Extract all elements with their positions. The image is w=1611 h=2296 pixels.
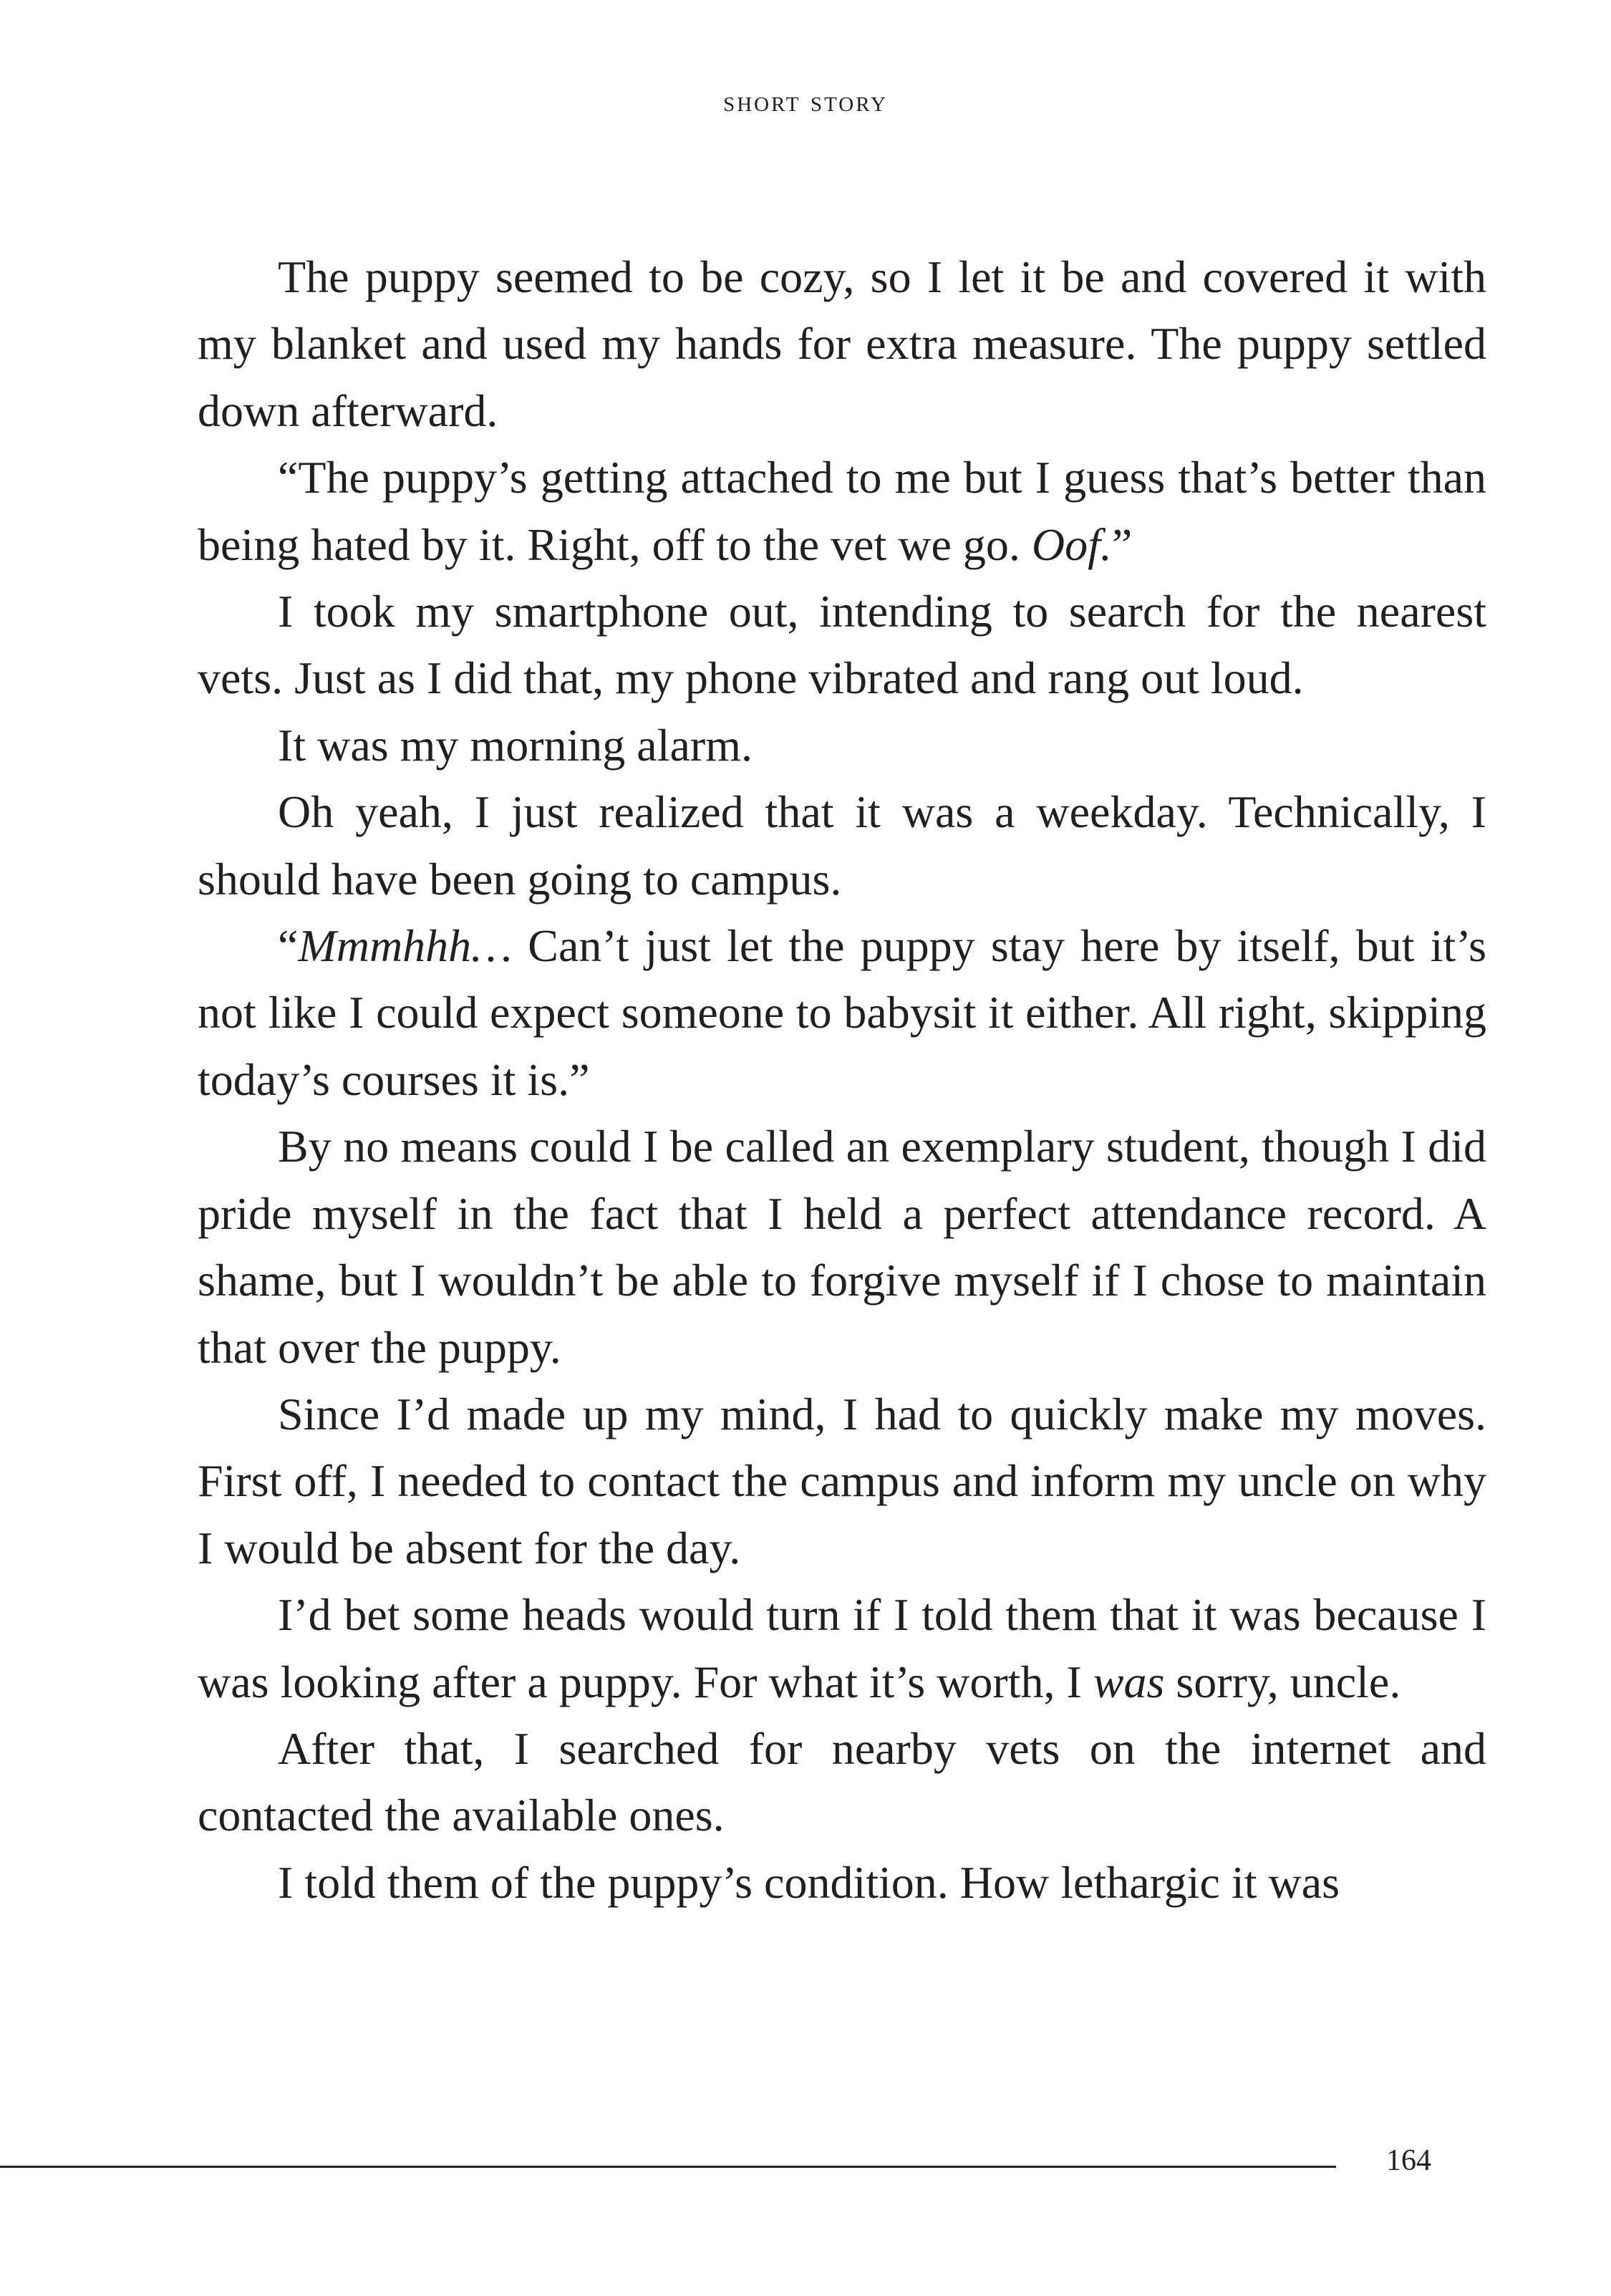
footer-rule: [0, 2166, 1336, 2168]
paragraph: Oh yeah, I just realized that it was a weekday. Technically, I should have been going to campus.: [198, 786, 1486, 905]
paragraph: “The puppy’s getting attached to me but I guess that’s better than being hated by it. Right, off to the vet we go. Oof.”: [198, 452, 1486, 570]
page-number: 164: [1386, 2144, 1431, 2177]
italic-emphasis: Oof.: [1031, 518, 1112, 570]
story-text: [198, 243, 1486, 1916]
running-head: short story: [723, 85, 888, 118]
paragraph: I’d bet some heads would turn if I told them that it was because I was looking after a puppy. For what it’s worth, I was sorry, uncle.: [198, 1589, 1486, 1707]
paragraph: “Mmmhhh… Can’t just let the puppy stay here by itself, but it’s not like I could expect someone to babysit it either. All right, skipping today’s courses it is.”: [198, 920, 1486, 1105]
paragraph: The puppy seemed to be cozy, so I let it be and covered it with my blanket and used my hands for extra measure. The puppy settled down afterward.: [198, 251, 1486, 436]
italic-emphasis: was: [1093, 1656, 1165, 1707]
paragraph: Since I’d made up my mind, I had to quickly make my moves. First off, I needed to contact the campus and inform my uncle on why I would be absent for the day.: [198, 1388, 1486, 1573]
paragraph: I took my smartphone out, intending to search for the nearest vets. Just as I did that, my phone vibrated and rang out loud.: [198, 586, 1486, 704]
paragraph: After that, I searched for nearby vets on the internet and contacted the available ones.: [198, 1722, 1486, 1841]
paragraph: It was my morning alarm.: [278, 719, 753, 771]
italic-emphasis: Mmmhhh…: [298, 920, 513, 972]
paragraph: By no means could I be called an exemplary student, though I did pride myself in the fact that I held a perfect attendance record. A shame, but I wouldn’t be able to forgive myself if I chose to maintain that over the puppy.: [198, 1121, 1486, 1373]
paragraph: I told them of the puppy’s condition. How lethargic it was: [278, 1856, 1340, 1908]
